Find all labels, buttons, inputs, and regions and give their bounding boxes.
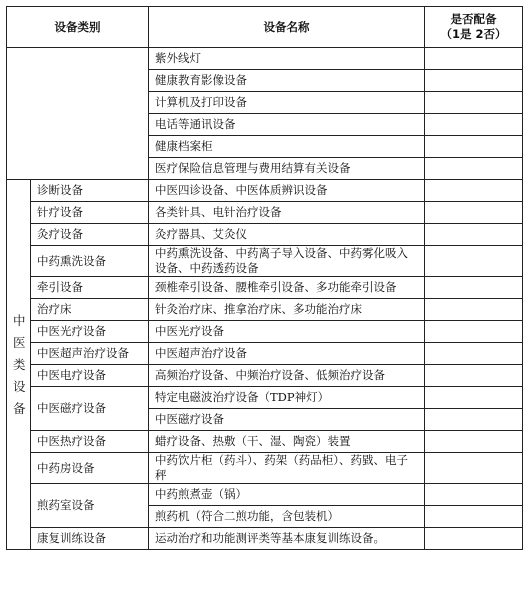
table-row xyxy=(7,299,523,321)
equipment-name: 中医超声治疗设备 xyxy=(149,343,425,365)
equipment-name: 计算机及打印设备 xyxy=(149,92,425,114)
equipment-name: 中药煎煮壶（锅） xyxy=(149,484,425,506)
general-category-cell xyxy=(7,48,149,180)
confirm-cell[interactable] xyxy=(425,484,523,506)
header-confirm-line2: （1是 2否） xyxy=(440,27,507,41)
table-row xyxy=(7,224,523,246)
tcm-category-cell xyxy=(7,180,31,550)
confirm-cell[interactable] xyxy=(425,48,523,70)
equipment-name: 健康档案柜 xyxy=(149,136,425,158)
equipment-name: 中医磁疗设备 xyxy=(149,409,425,431)
tcm-category-char: 设 xyxy=(13,378,26,394)
table-row xyxy=(7,180,523,202)
confirm-cell[interactable] xyxy=(425,343,523,365)
header-category: 设备类别 xyxy=(7,7,149,48)
confirm-cell[interactable] xyxy=(425,224,523,246)
table-row xyxy=(7,528,523,550)
equipment-name: 灸疗器具、艾灸仪 xyxy=(149,224,425,246)
header-confirm-line1: 是否配备 xyxy=(450,12,497,26)
subcategory: 中药熏洗设备 xyxy=(31,246,149,277)
equipment-table xyxy=(6,6,523,550)
confirm-cell[interactable] xyxy=(425,528,523,550)
equipment-name: 颈椎牵引设备、腰椎牵引设备、多功能牵引设备 xyxy=(149,277,425,299)
subcategory: 灸疗设备 xyxy=(31,224,149,246)
subcategory: 诊断设备 xyxy=(31,180,149,202)
table-row xyxy=(7,387,523,409)
subcategory: 中医超声治疗设备 xyxy=(31,343,149,365)
confirm-cell[interactable] xyxy=(425,409,523,431)
confirm-cell[interactable] xyxy=(425,453,523,484)
subcategory: 针疗设备 xyxy=(31,202,149,224)
subcategory: 中医电疗设备 xyxy=(31,365,149,387)
tcm-category-char: 中 xyxy=(13,312,26,328)
equipment-name: 紫外线灯 xyxy=(149,48,425,70)
equipment-name: 健康教育影像设备 xyxy=(149,70,425,92)
tcm-category-char: 备 xyxy=(13,400,26,416)
table-row xyxy=(7,277,523,299)
table-row xyxy=(7,321,523,343)
equipment-name: 特定电磁波治疗设备（TDP神灯） xyxy=(149,387,425,409)
tcm-category-char: 类 xyxy=(13,356,26,372)
confirm-cell[interactable] xyxy=(425,92,523,114)
confirm-cell[interactable] xyxy=(425,70,523,92)
subcategory: 煎药室设备 xyxy=(31,484,149,528)
subcategory: 中药房设备 xyxy=(31,453,149,484)
confirm-cell[interactable] xyxy=(425,387,523,409)
confirm-cell[interactable] xyxy=(425,321,523,343)
subcategory: 牵引设备 xyxy=(31,277,149,299)
equipment-name: 煎药机（符合二煎功能，含包装机） xyxy=(149,506,425,528)
equipment-name: 中药饮片柜（药斗）、药架（药品柜）、药戥、电子秤 xyxy=(149,453,425,484)
header-confirm xyxy=(425,7,523,48)
subcategory: 治疗床 xyxy=(31,299,149,321)
confirm-cell[interactable] xyxy=(425,202,523,224)
confirm-cell[interactable] xyxy=(425,277,523,299)
equipment-name: 中医光疗设备 xyxy=(149,321,425,343)
confirm-cell[interactable] xyxy=(425,299,523,321)
subcategory: 康复训练设备 xyxy=(31,528,149,550)
table-row xyxy=(7,48,523,70)
confirm-cell[interactable] xyxy=(425,158,523,180)
confirm-cell[interactable] xyxy=(425,136,523,158)
confirm-cell[interactable] xyxy=(425,114,523,136)
equipment-name: 中药熏洗设备、中药离子导入设备、中药雾化吸入设备、中药透药设备 xyxy=(149,246,425,277)
table-row xyxy=(7,246,523,277)
equipment-name: 高频治疗设备、中频治疗设备、低频治疗设备 xyxy=(149,365,425,387)
table-row xyxy=(7,202,523,224)
equipment-name: 运动治疗和功能测评类等基本康复训练设备。 xyxy=(149,528,425,550)
table-row xyxy=(7,453,523,484)
confirm-cell[interactable] xyxy=(425,506,523,528)
table-header-row xyxy=(7,7,523,48)
confirm-cell[interactable] xyxy=(425,365,523,387)
table-row xyxy=(7,343,523,365)
tcm-category-char: 医 xyxy=(13,334,26,350)
equipment-name: 各类针具、电针治疗设备 xyxy=(149,202,425,224)
equipment-name: 蜡疗设备、热敷（干、湿、陶瓷）装置 xyxy=(149,431,425,453)
subcategory: 中医热疗设备 xyxy=(31,431,149,453)
equipment-name: 医疗保险信息管理与费用结算有关设备 xyxy=(149,158,425,180)
table-row xyxy=(7,365,523,387)
equipment-name: 电话等通讯设备 xyxy=(149,114,425,136)
subcategory: 中医光疗设备 xyxy=(31,321,149,343)
header-name: 设备名称 xyxy=(149,7,425,48)
table-row xyxy=(7,431,523,453)
subcategory: 中医磁疗设备 xyxy=(31,387,149,431)
equipment-name: 针灸治疗床、推拿治疗床、多功能治疗床 xyxy=(149,299,425,321)
equipment-name: 中医四诊设备、中医体质辨识设备 xyxy=(149,180,425,202)
confirm-cell[interactable] xyxy=(425,431,523,453)
confirm-cell[interactable] xyxy=(425,246,523,277)
confirm-cell[interactable] xyxy=(425,180,523,202)
table-row xyxy=(7,484,523,506)
